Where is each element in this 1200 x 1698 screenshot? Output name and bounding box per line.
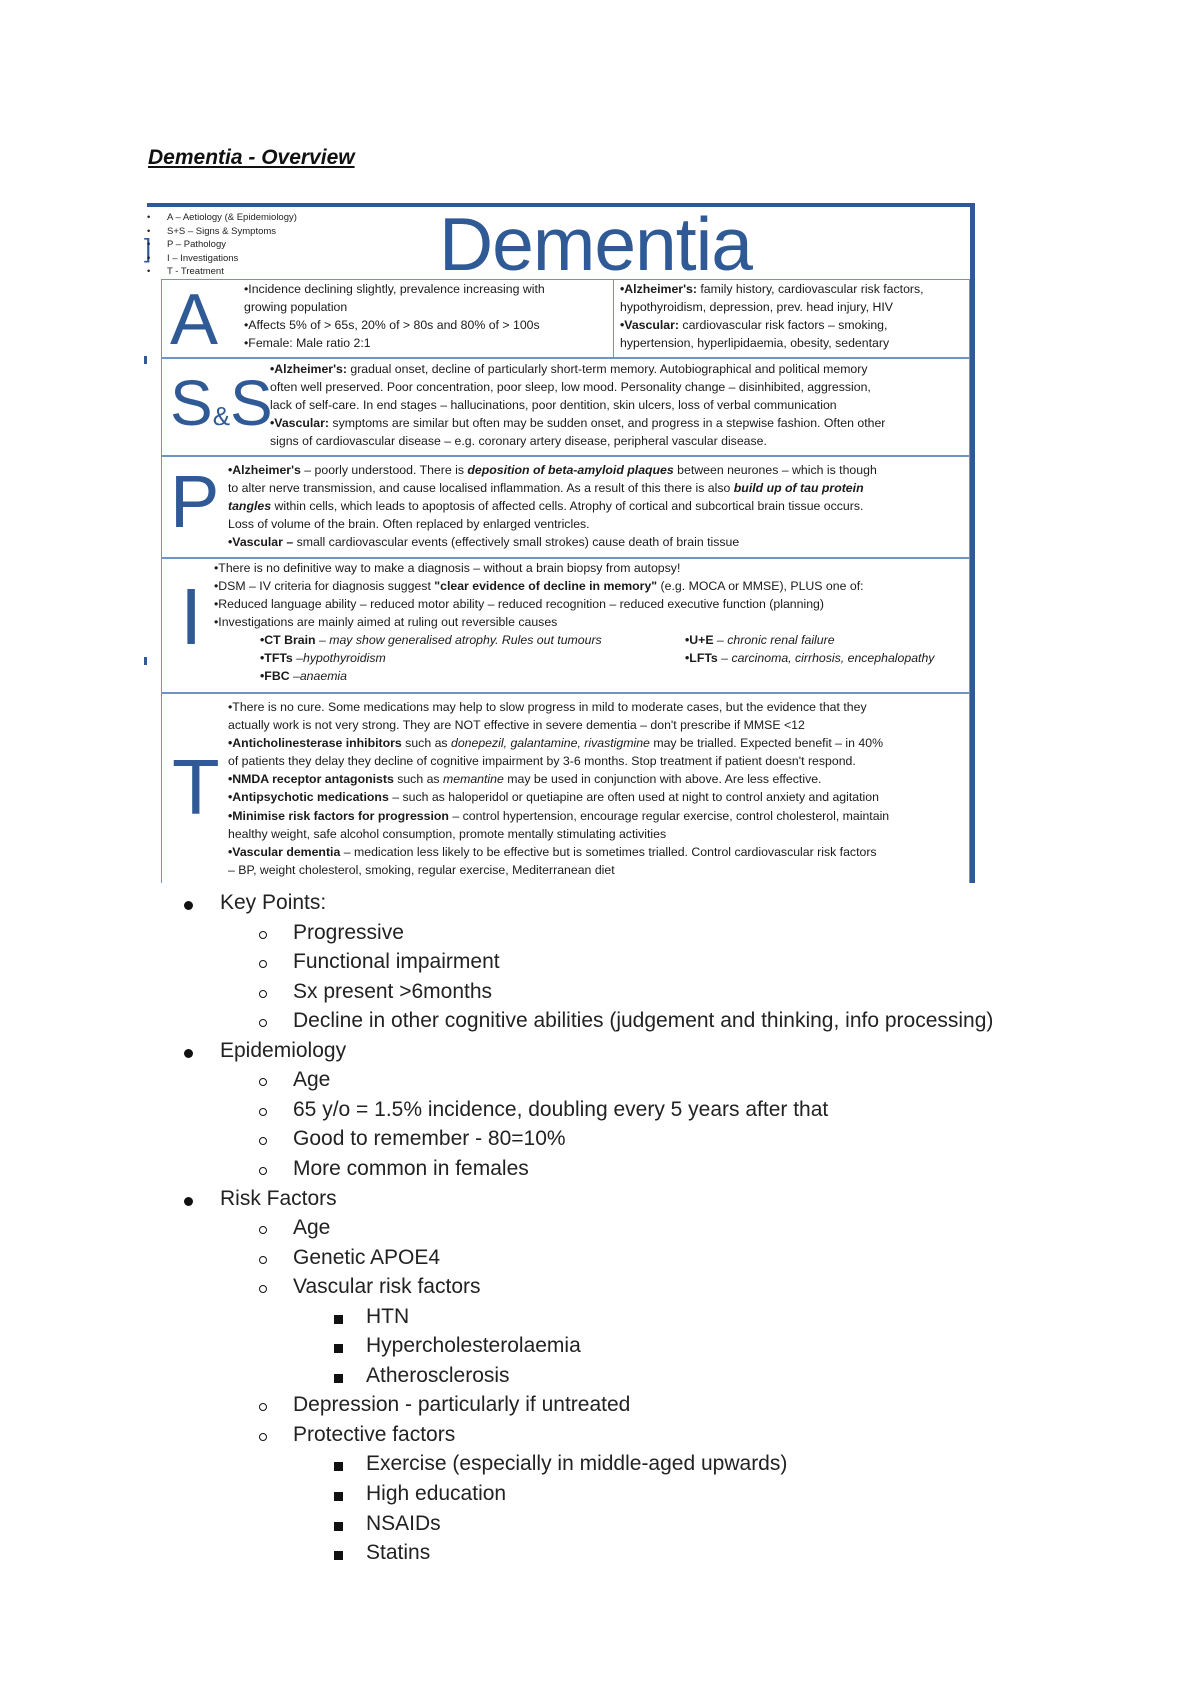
- section-treatment: [161, 693, 970, 883]
- section-letter-ss: S&S: [170, 367, 273, 439]
- bullet-circle-icon: [259, 990, 267, 998]
- legend-item: • A – Aetiology (& Epidemiology): [167, 211, 297, 225]
- list-item: Atherosclerosis: [366, 1363, 510, 1387]
- bullet-circle-icon: [259, 931, 267, 939]
- list-item: Key Points:: [220, 891, 327, 914]
- text-line: hypertension, hyperlipidaemia, obesity, sedentary: [620, 336, 890, 351]
- list-item: HTN: [366, 1304, 410, 1328]
- bullet-circle-icon: [259, 1137, 267, 1145]
- bullet-disc-icon: [184, 901, 193, 910]
- list-item: NSAIDs: [366, 1511, 441, 1535]
- text-line: Loss of volume of the brain. Often replaced by enlarged ventricles.: [228, 517, 590, 532]
- legend-item: • I – Investigations: [167, 252, 297, 266]
- dementia-slide-image: [144, 202, 975, 883]
- text-line: •Alzheimer's: gradual onset, decline of particularly short-term memory. Autobiographical and political memory: [270, 362, 868, 376]
- text-line: actually work is not very strong. They are NOT effective in severe dementia – don't prescribe if MMSE <12: [228, 718, 805, 733]
- text-line: •Female: Male ratio 2:1: [244, 336, 371, 351]
- section-aetiology: [161, 279, 970, 358]
- text-line: •Incidence declining slightly, prevalence increasing with: [244, 282, 545, 296]
- list-item: Protective factors: [293, 1422, 456, 1446]
- bullet-circle-icon: [259, 1285, 267, 1293]
- list-item: Depression - particularly if untreated: [293, 1393, 631, 1417]
- aetiology-right-text: [620, 280, 924, 352]
- text-line: signs of cardiovascular disease – e.g. coronary artery disease, peripheral vascular disease.: [270, 434, 767, 449]
- list-item: Decline in other cognitive abilities (judgement and thinking, info processing): [293, 1009, 994, 1033]
- text-line: lack of self-care. In end stages – hallucinations, poor dentition, skin ulcers, loss of verbal communication: [270, 398, 837, 413]
- section-letter-t: T: [172, 743, 220, 831]
- text-line: •Vascular – small cardiovascular events (effectively small strokes) cause death of brain tissue: [228, 535, 740, 550]
- list-item: High education: [366, 1482, 507, 1505]
- slide-title: Dementia: [439, 202, 752, 286]
- bullet-circle-icon: [259, 1167, 267, 1175]
- bullet-square-icon: [334, 1492, 343, 1501]
- list-item: More common in females: [293, 1156, 529, 1180]
- investigations-text: [214, 559, 864, 631]
- list-item: Risk Factors: [220, 1186, 337, 1210]
- list-item: Epidemiology: [220, 1038, 347, 1062]
- section-letter-p: P: [170, 460, 220, 543]
- text-line: of patients they delay they decline of cognitive impairment by 3-6 months. Stop treatment if patient doesn't respond.: [228, 754, 856, 769]
- bullet-disc-icon: [184, 1197, 193, 1206]
- bullet-circle-icon: [259, 1078, 267, 1086]
- text-line: •Alzheimer's: family history, cardiovascular risk factors,: [620, 282, 924, 296]
- list-item: Sx present >6months: [293, 979, 493, 1003]
- text-line: •NMDA receptor antagonists such as memantine may be used in conjunction with above. Are less effective.: [228, 772, 822, 787]
- text-line: •Investigations are mainly aimed at ruling out reversible causes: [214, 615, 558, 630]
- text-line: •FBC –anaemia: [260, 669, 348, 684]
- bullet-square-icon: [334, 1374, 343, 1383]
- bullet-circle-icon: [259, 1108, 267, 1116]
- bullet-circle-icon: [259, 1403, 267, 1411]
- text-line: •U+E – chronic renal failure: [685, 633, 835, 647]
- list-item: Statins: [366, 1541, 431, 1565]
- text-line: •Minimise risk factors for progression – control hypertension, encourage regular exercise, control cholesterol, maintain: [228, 808, 890, 823]
- pathology-text: [228, 461, 877, 551]
- text-line: to alter nerve transmission, and cause localised inflammation. As a result of this there is also build up of tau protein: [228, 481, 864, 496]
- treatment-text: [228, 698, 889, 861]
- list-item: Age: [293, 1068, 331, 1092]
- list-item: Exercise (especially in middle-aged upwards): [366, 1452, 788, 1476]
- list-item: Functional impairment: [293, 950, 500, 974]
- bullet-circle-icon: [259, 1019, 267, 1027]
- column-divider: [613, 280, 614, 357]
- bullet-square-icon: [334, 1522, 343, 1531]
- text-line: •Affects 5% of > 65s, 20% of > 80s and 80% of > 100s: [244, 318, 540, 333]
- text-line: •There is no definitive way to make a diagnosis – without a brain biopsy from autopsy!: [214, 561, 681, 575]
- bullet-circle-icon: [259, 1256, 267, 1264]
- page-title: Dementia - Overview: [148, 146, 355, 169]
- bullet-square-icon: [334, 1462, 343, 1471]
- text-line: •CT Brain – may show generalised atrophy. Rules out tumours: [260, 633, 602, 647]
- bullet-circle-icon: [259, 960, 267, 968]
- text-line: •TFTs –hypothyroidism: [260, 651, 386, 666]
- bullet-circle-icon: [259, 1226, 267, 1234]
- text-line: •Vascular dementia – medication less likely to be effective but is sometimes trialled. Control cardiovascular risk factors: [228, 844, 877, 859]
- text-line: •Reduced language ability – reduced motor ability – reduced recognition – reduced executive function (planning): [214, 597, 824, 612]
- section-letter-a: A: [170, 280, 219, 360]
- text-line: hypothyroidism, depression, prev. head injury, HIV: [620, 300, 893, 315]
- text-line: •Vascular: symptoms are similar but often may be sudden onset, and progress in a stepwise fashion. Often other: [270, 416, 886, 431]
- text-line: •Alzheimer's – poorly understood. There is deposition of beta-amyloid plaques between neurones – which is though: [228, 463, 877, 477]
- section-letter-i: I: [180, 572, 203, 661]
- text-line: •LFTs – carcinoma, cirrhosis, encephalopathy: [685, 651, 935, 666]
- bullet-disc-icon: [184, 1049, 193, 1058]
- list-item: Progressive: [293, 920, 404, 944]
- text-line: •DSM – IV criteria for diagnosis suggest "clear evidence of decline in memory" (e.g. MOCA or MMSE), PLUS one of:: [214, 579, 864, 594]
- text-line: •Vascular: cardiovascular risk factors – smoking,: [620, 318, 888, 333]
- list-item: Age: [293, 1216, 331, 1240]
- list-item: 65 y/o = 1.5% incidence, doubling every 5 years after that: [293, 1097, 829, 1121]
- list-item: Hypercholesterolaemia: [366, 1334, 581, 1358]
- bullet-square-icon: [334, 1344, 343, 1353]
- treatment-text-last: – BP, weight cholesterol, smoking, regular exercise, Mediterranean diet: [228, 863, 615, 877]
- text-line: •There is no cure. Some medications may help to slow progress in mild to moderate cases, but the evidence that they: [228, 700, 867, 714]
- text-line: tangles within cells, which leads to apoptosis of affected cells. Atrophy of cortical and subcortical brain tissue occurs.: [228, 499, 864, 514]
- text-line: healthy weight, safe alcohol consumption, promote mentally stimulating activities: [228, 826, 667, 841]
- slide-bracket-mark: ]: [144, 233, 152, 263]
- bullet-square-icon: [334, 1551, 343, 1560]
- slide-legend: [167, 211, 297, 279]
- aetiology-left-text: [244, 280, 545, 352]
- section-signs-symptoms: [161, 358, 970, 456]
- list-item: Genetic APOE4: [293, 1245, 441, 1269]
- investigations-tests-right: [685, 631, 934, 667]
- investigations-tests-left: [260, 631, 602, 685]
- text-line: often well preserved. Poor concentration, poor sleep, low mood. Personality change – disinhibited, aggression,: [270, 380, 871, 395]
- signs-symptoms-text: [270, 360, 885, 450]
- slide-edge-mark: [144, 657, 147, 665]
- text-line: •Antipsychotic medications – such as haloperidol or quetiapine are often used at night to control anxiety and agitation: [228, 790, 879, 805]
- bullet-square-icon: [334, 1315, 343, 1324]
- text-line: •Anticholinesterase inhibitors such as donepezil, galantamine, rivastigmine may be trialled. Expected benefit – in 40%: [228, 736, 884, 751]
- list-item: Good to remember - 80=10%: [293, 1127, 566, 1151]
- section-pathology: [161, 456, 970, 558]
- bullet-circle-icon: [259, 1433, 267, 1441]
- legend-item: • P – Pathology: [167, 238, 297, 252]
- legend-item: • S+S – Signs & Symptoms: [167, 225, 297, 239]
- slide-edge-mark: [144, 356, 147, 364]
- list-item: Vascular risk factors: [293, 1275, 481, 1299]
- text-line: growing population: [244, 300, 348, 315]
- legend-item: • T - Treatment: [167, 265, 297, 279]
- section-investigations: [161, 558, 970, 693]
